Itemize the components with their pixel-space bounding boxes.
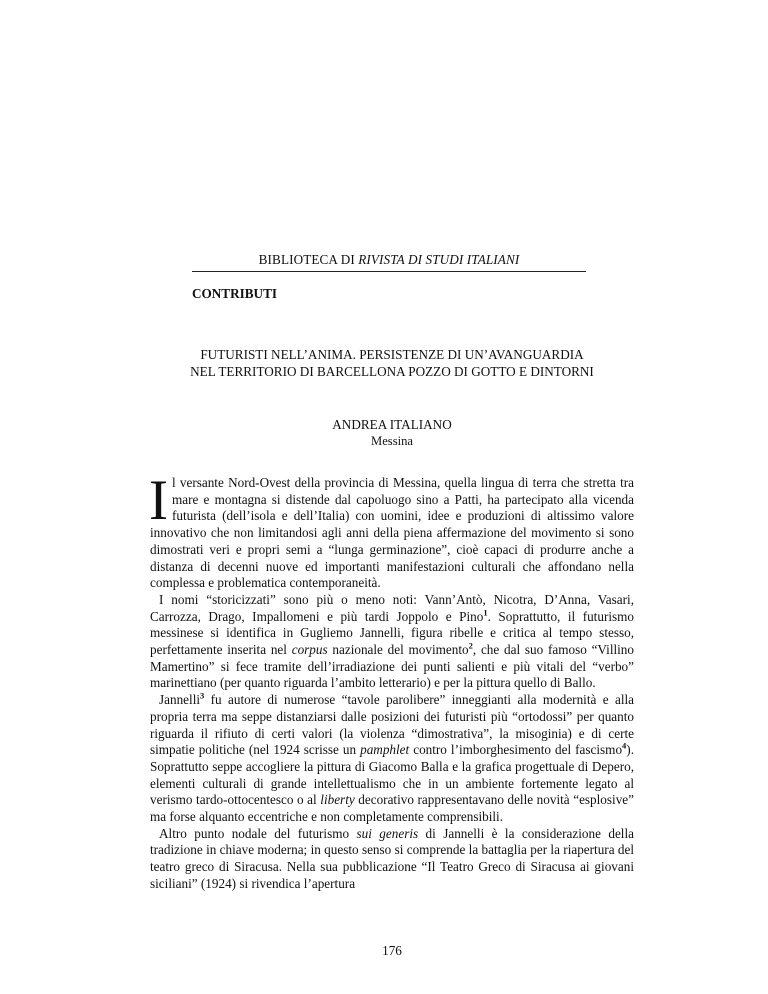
p2-text-b: . Soprattutto, il futurismo messinese si identifica in Gugliemo Jannelli, figura ribelle e critica al tempo stesso, perfettamente inserita nel: [150, 608, 634, 658]
paragraph-2: [150, 592, 634, 692]
p3-text-a: Jannelli: [159, 692, 201, 708]
article-body: [149, 469, 634, 893]
author-block: [150, 417, 634, 449]
drop-cap: I: [149, 469, 168, 532]
section-label: CONTRIBUTI: [192, 286, 278, 301]
p3-text-b: fu autore di numerose “tavole parolibere” inneggianti alla modernità e alla propria terra ma seppe distanziarsi dalle posizioni dei futuristi più “ortodossi” per quanto riguarda il rifiuto di certi valori (la violenza “dimostrativa”, la misoginia) e di certe simpatie politiche (nel 1924 scrisse un: [150, 692, 634, 758]
p3-text-g: decorativo rappresentavano delle novità “esplosive” ma forse alquanto eccentriche e non completamente comprensibili.: [150, 792, 634, 825]
p2-text-a: I nomi “storicizzati” sono più o meno noti: Vann’Antò, Nicotra, D’Anna, Vasari, Carrozza, Drago, Impallomeni e più tardi Joppolo e Pino: [150, 591, 634, 624]
p4-text-c: di Jannelli è la considerazione della tradizione in chiave moderna; in questo senso si comprende la battaglia per la riapertura del teatro greco di Siracusa. Nella sua pubblicazione “Il Teatro Greco di Siracusa ai giovani siciliani” (1924) si rivendica l’apertura: [150, 825, 634, 891]
article-title: [150, 346, 634, 380]
paragraph-3: [150, 692, 634, 826]
p2-italic-corpus: corpus: [291, 642, 328, 658]
footnote-ref-1[interactable]: 1: [483, 607, 488, 618]
p4-italic-sui-generis: sui generis: [356, 825, 419, 841]
footnote-ref-2[interactable]: 2: [468, 640, 473, 651]
header-journal: RIVISTA DI STUDI ITALIANI: [358, 252, 520, 267]
header-prefix: BIBLIOTECA DI: [258, 252, 359, 267]
p3-italic-liberty: liberty: [320, 792, 355, 808]
paragraph-1: [149, 469, 634, 592]
p3-text-d: contro l’imborghesimento del fascismo: [409, 742, 623, 758]
footnote-ref-3[interactable]: 3: [200, 690, 205, 701]
p3-text-e: ). Soprattutto seppe accogliere la pittura di Giacomo Balla e la grafica progettuale di Depero, elementi culturali di grande intellettualismo che in un ambiente fortemente legato al verismo tardo-ottocentesco o al: [150, 742, 634, 808]
author-affiliation: Messina: [371, 434, 413, 448]
p2-text-d: nazionale del movimento: [327, 642, 469, 658]
p2-text-e: , che dal suo famoso “Villino Mamertino” si fece tramite dell’irradiazione dei punti salienti e più vitali del “verbo” marinettiano (per quanto riguarda l’ambito letterario) e per la pittura quello di Ballo.: [150, 642, 634, 691]
footnote-ref-4[interactable]: 4: [622, 740, 627, 751]
page-number: 176: [382, 943, 402, 958]
running-header: [192, 252, 586, 272]
p3-italic-pamphlet: pamphlet: [360, 742, 410, 758]
author-name: ANDREA ITALIANO: [332, 417, 452, 432]
p4-text-a: Altro punto nodale del futurismo: [159, 825, 357, 841]
paragraph-1-text: l versante Nord-Ovest della provincia di Messina, quella lingua di terra che stretta tra mare e montagna si distende dal capoluogo sino a Patti, ha partecipato alla vicenda futurista (dell’isola e dell’Italia) con uomini, idee e produzioni di altissimo valore innovativo che non limitandosi agli anni della piena affermazione del movimento si sono dimostrati veri e propri semi a “lunga germinazione”, cioè capaci di produrre anche a distanza di decenni nuove ed importanti manifestazioni culturali che affondano nella complessa e problematica contemporaneità.: [150, 475, 634, 591]
title-line-2: NEL TERRITORIO DI BARCELLONA POZZO DI GOTTO E DINTORNI: [190, 364, 594, 379]
title-line-1: FUTURISTI NELL’ANIMA. PERSISTENZE DI UN’AVANGUARDIA: [200, 347, 584, 362]
paragraph-4: [150, 826, 634, 893]
